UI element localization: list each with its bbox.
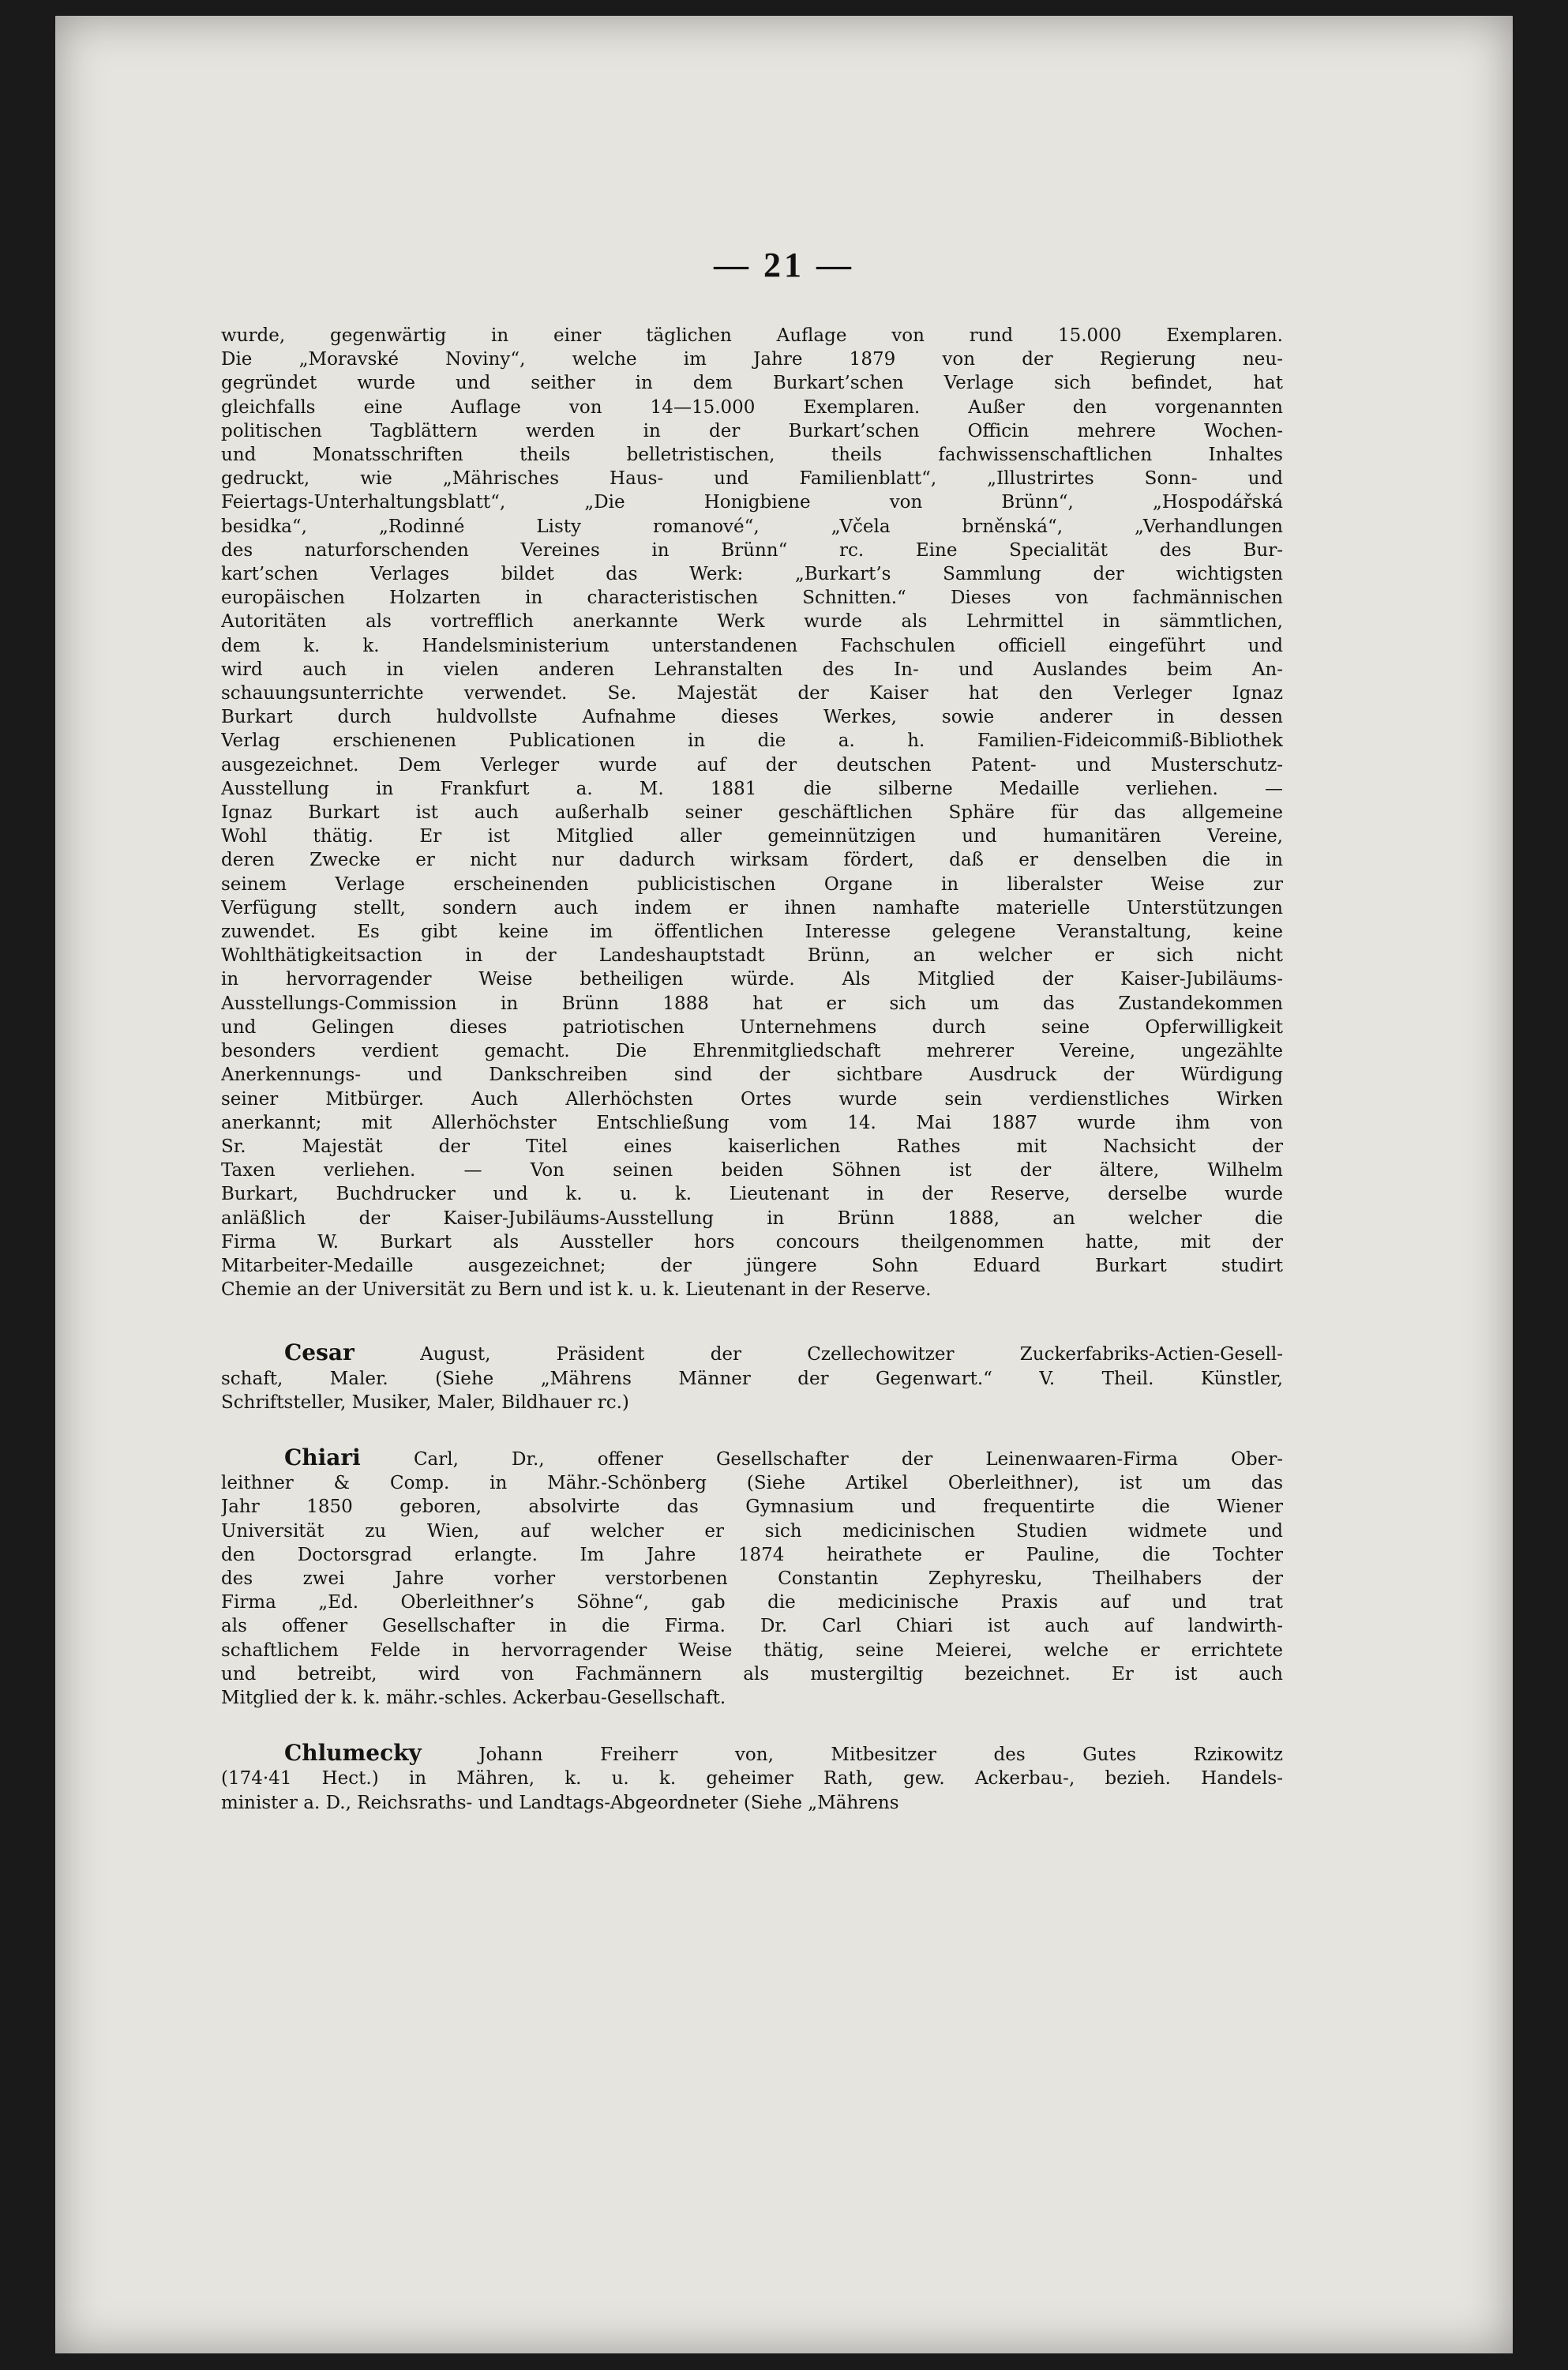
text-line: minister a. D., Reichsraths- und Landtags-Abgeordneter (Siehe „Mährens xyxy=(221,1792,899,1813)
text-line: schaft, Maler. (Siehe „Mährens Männer der Gegenwart.“ V. Theil. Künstler, xyxy=(221,1368,1283,1389)
text-line: wird auch in vielen anderen Lehranstalten des In- und Auslandes beim An- xyxy=(221,659,1283,680)
text-line: des naturforschenden Vereines in Brünn“ rc. Eine Specialität des Bur- xyxy=(221,539,1283,561)
page-number: — 21 — xyxy=(714,246,854,284)
text-line: politischen Tagblättern werden in der Burkart’schen Officin mehrere Wochen- xyxy=(221,420,1283,441)
text-line: in hervorragender Weise betheiligen würde. Als Mitglied der Kaiser-Jubiläums- xyxy=(221,969,1283,990)
text-line: europäischen Holzarten in characteristischen Schnitten.“ Dieses von fachmännischen xyxy=(221,588,1283,609)
text-line: seiner Mitbürger. Auch Allerhöchsten Ortes wurde sein verdienstliches Wirken xyxy=(221,1088,1283,1110)
text-line: schauungsunterrichte verwendet. Se. Majestät der Kaiser hat den Verleger Ignaz xyxy=(221,683,1283,704)
continuation-paragraph xyxy=(221,324,1283,1301)
text-line: wurde, gegenwärtig in einer täglichen Auflage von rund 15.000 Exemplaren. xyxy=(221,325,1283,346)
text-line: Ausstellungs-Commission in Brünn 1888 hat er sich um das Zustandekommen xyxy=(221,993,1283,1014)
text-line xyxy=(221,1741,1283,1767)
entry-text: Carl, Dr., offener Gesellschafter der Leinenwaaren-Firma Ober- xyxy=(413,1448,1283,1470)
text-line: besonders verdient gemacht. Die Ehrenmitgliedschaft mehrerer Vereine, ungezählte xyxy=(221,1041,1283,1062)
text-line: Chemie an der Universität zu Bern und ist k. u. k. Lieutenant in der Reserve. xyxy=(221,1279,932,1301)
text-line: und Gelingen dieses patriotischen Unternehmens durch seine Opferwilligkeit xyxy=(221,1016,1283,1038)
text-line: gedruckt, wie „Mährisches Haus- und Familienblatt“, „Illustrirtes Sonn- und xyxy=(221,468,1283,490)
entry-text: August, Präsident der Czellechowitzer Zuckerfabriks-Actien-Gesell- xyxy=(420,1344,1283,1365)
entry-cesar xyxy=(221,1341,1283,1414)
entry-headword: Chiari xyxy=(284,1445,361,1470)
text-line: seinem Verlage erscheinenden publicistischen Organe in liberalster Weise zur xyxy=(221,873,1283,895)
text-line: Ausstellung in Frankfurt a. M. 1881 die silberne Medaille verliehen. — xyxy=(221,778,1283,799)
text-line: Wohl thätig. Er ist Mitglied aller gemeinnützigen und humanitären Vereine, xyxy=(221,826,1283,847)
text-line xyxy=(221,1446,1283,1471)
text-line: kart’schen Verlages bildet das Werk: „Burkart’s Sammlung der wichtigsten xyxy=(221,564,1283,585)
text-line: Jahr 1850 geboren, absolvirte das Gymnasium und frequentirte die Wiener xyxy=(221,1497,1283,1518)
text-line: Firma W. Burkart als Aussteller hors concours theilgenommen hatte, mit der xyxy=(221,1231,1283,1253)
text-line: ausgezeichnet. Dem Verleger wurde auf der deutschen Patent- und Musterschutz- xyxy=(221,754,1283,776)
text-line: des zwei Jahre vorher verstorbenen Constantin Zephyresku, Theilhabers der xyxy=(221,1568,1283,1589)
text-line: als offener Gesellschafter in die Firma. Dr. Carl Chiari ist auch auf landwirth- xyxy=(221,1616,1283,1637)
text-line: (174·41 Hect.) in Mähren, k. u. k. geheimer Rath, gew. Ackerbau-, bezieh. Handels- xyxy=(221,1768,1283,1790)
text-line: Anerkennungs- und Dankschreiben sind der sichtbare Ausdruck der Würdigung xyxy=(221,1065,1283,1086)
text-line: den Doctorsgrad erlangte. Im Jahre 1874 heirathete er Pauline, die Tochter xyxy=(221,1544,1283,1565)
text-line: und betreibt, wird von Fachmännern als mustergiltig bezeichnet. Er ist auch xyxy=(221,1663,1283,1685)
body-text xyxy=(221,324,1283,1815)
text-line: und Monatsschriften theils belletristischen, theils fachwissenschaftlichen Inhaltes xyxy=(221,445,1283,466)
text-line: Feiertags-Unterhaltungsblatt“, „Die Honigbiene von Brünn“, „Hospodářská xyxy=(221,492,1283,513)
text-line: deren Zwecke er nicht nur dadurch wirksam fördert, daß er denselben die in xyxy=(221,850,1283,871)
text-line: Autoritäten als vortrefflich anerkannte Werk wurde als Lehrmittel in sämmtlichen, xyxy=(221,611,1283,633)
text-line: Universität zu Wien, auf welcher er sich medicinischen Studien widmete und xyxy=(221,1520,1283,1542)
text-line: Ignaz Burkart ist auch außerhalb seiner geschäftlichen Sphäre für das allgemeine xyxy=(221,802,1283,824)
text-line: Burkart durch huldvollste Aufnahme dieses Werkes, sowie anderer in dessen xyxy=(221,707,1283,728)
entry-headword: Cesar xyxy=(284,1341,354,1366)
document-page xyxy=(55,16,1513,2353)
text-line: Sr. Majestät der Titel eines kaiserlichen Rathes mit Nachsicht der xyxy=(221,1136,1283,1157)
text-line xyxy=(221,1341,1283,1366)
entry-chlumecky xyxy=(221,1741,1283,1815)
text-line: gegründet wurde und seither in dem Burkart’schen Verlage sich befindet, hat xyxy=(221,373,1283,394)
entry-headword: Chlumecky xyxy=(284,1741,422,1767)
text-line: Schriftsteller, Musiker, Maler, Bildhauer rc.) xyxy=(221,1392,629,1413)
entry-chiari xyxy=(221,1446,1283,1710)
entry-text: Johann Freiherr von, Mitbesitzer des Gutes Rziкowitz xyxy=(478,1745,1283,1766)
text-line: Die „Moravské Noviny“, welche im Jahre 1879 von der Regierung neu- xyxy=(221,349,1283,370)
entries-list xyxy=(221,1341,1283,1814)
text-line: zuwendet. Es gibt keine im öffentlichen Interesse gelegene Veranstaltung, keine xyxy=(221,922,1283,943)
text-line: schaftlichem Felde in hervorragender Weise thätig, seine Meierei, welche er errichtete xyxy=(221,1639,1283,1661)
text-line: Verfügung stellt, sondern auch indem er ihnen namhafte materielle Unterstützungen xyxy=(221,897,1283,918)
text-line: Mitarbeiter-Medaille ausgezeichnet; der jüngere Sohn Eduard Burkart studirt xyxy=(221,1255,1283,1276)
text-line: Mitglied der k. k. mähr.-schles. Ackerbau-Gesellschaft. xyxy=(221,1687,726,1708)
text-line: Wohlthätigkeitsaction in der Landeshauptstadt Brünn, an welcher er sich nicht xyxy=(221,945,1283,967)
text-line: leithner & Comp. in Mähr.-Schönberg (Siehe Artikel Oberleithner), ist um das xyxy=(221,1473,1283,1494)
text-line: besidka“, „Rodinné Listy romanové“, „Včela brněnská“, „Verhandlungen xyxy=(221,516,1283,537)
text-line: dem k. k. Handelsministerium unterstandenen Fachschulen officiell eingeführt und xyxy=(221,635,1283,656)
text-line: Taxen verliehen. — Von seinen beiden Söhnen ist der ältere, Wilhelm xyxy=(221,1160,1283,1181)
text-line: Firma „Ed. Oberleithner’s Söhne“, gab die medicinische Praxis auf und trat xyxy=(221,1592,1283,1613)
text-line: anläßlich der Kaiser-Jubiläums-Ausstellung in Brünn 1888, an welcher die xyxy=(221,1208,1283,1229)
text-line: Burkart, Buchdrucker und k. u. k. Lieutenant in der Reserve, derselbe wurde xyxy=(221,1184,1283,1205)
text-line: gleichfalls eine Auflage von 14—15.000 Exemplaren. Außer den vorgenannten xyxy=(221,396,1283,418)
text-line: anerkannt; mit Allerhöchster Entschließung vom 14. Mai 1887 wurde ihm von xyxy=(221,1112,1283,1133)
text-line: Verlag erschienenen Publicationen in die a. h. Familien-Fideicommiß-Bibliothek xyxy=(221,731,1283,752)
